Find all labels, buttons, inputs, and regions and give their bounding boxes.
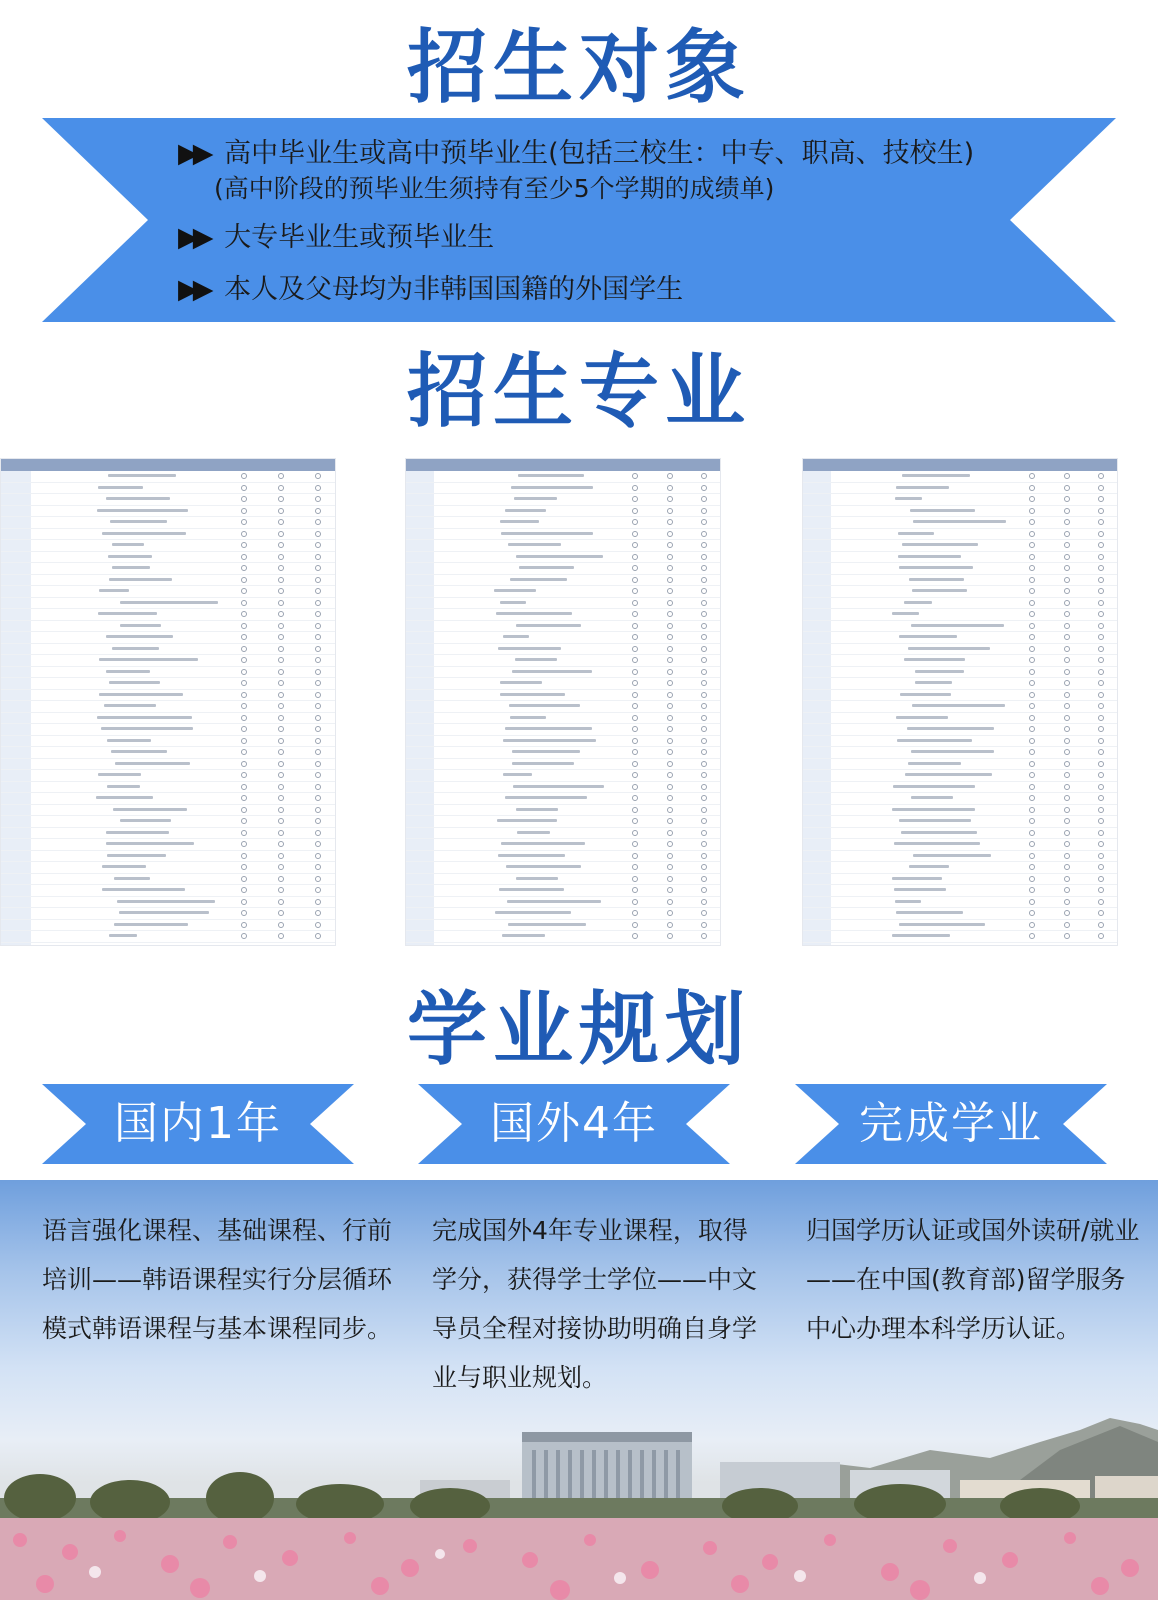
table-row — [1, 920, 335, 932]
table-row — [406, 598, 720, 610]
table-row — [406, 517, 720, 529]
table-row — [406, 552, 720, 564]
table-row — [1, 943, 335, 947]
table-row — [406, 494, 720, 506]
table-row — [803, 586, 1117, 598]
plan-stage-2-description: 完成国外4年专业课程，取得学分，获得学士学位——中文导员全程对接协助明确自身学业与职业规划。 — [432, 1216, 758, 1392]
table-row — [406, 747, 720, 759]
table-row — [803, 494, 1117, 506]
table-row — [406, 759, 720, 771]
table-row — [803, 724, 1117, 736]
double-chevron-right-icon: ▶▶ — [178, 274, 208, 305]
table-row — [406, 529, 720, 541]
table-row — [1, 759, 335, 771]
majors-section-title: 招生专业 — [407, 345, 751, 438]
table-row — [406, 701, 720, 713]
admission-item-1-note: (高中阶段的预毕业生须持有至少5个学期的成绩单) — [214, 174, 775, 203]
table-row — [803, 782, 1117, 794]
table-row — [406, 586, 720, 598]
table-row — [406, 736, 720, 748]
table-row — [803, 885, 1117, 897]
table-row — [1, 793, 335, 805]
table-row — [803, 506, 1117, 518]
table-row — [406, 943, 720, 947]
table-row — [1, 506, 335, 518]
table-row — [803, 644, 1117, 656]
table-row — [803, 943, 1117, 947]
table-row — [1, 839, 335, 851]
table-row — [406, 885, 720, 897]
table-row — [406, 816, 720, 828]
table-row — [1, 586, 335, 598]
table-row — [406, 506, 720, 518]
table-row — [1, 483, 335, 495]
table-row — [803, 874, 1117, 886]
admission-item-2: ▶▶ 大专毕业生或预毕业生 — [178, 222, 495, 253]
table-row — [1, 552, 335, 564]
admission-ribbon — [0, 116, 1158, 326]
table-row — [1, 713, 335, 725]
table-row — [1, 609, 335, 621]
admission-section-title: 招生对象 — [407, 21, 751, 114]
table-row — [406, 621, 720, 633]
table-row — [406, 920, 720, 932]
table-row — [406, 655, 720, 667]
plan-stage-1-label: 国内1年 — [114, 1098, 282, 1149]
table-row — [803, 805, 1117, 817]
table-row — [1, 862, 335, 874]
table-header — [406, 459, 720, 471]
table-row — [406, 575, 720, 587]
table-row — [406, 805, 720, 817]
table-row — [406, 713, 720, 725]
table-row — [406, 609, 720, 621]
double-chevron-right-icon: ▶▶ — [178, 222, 208, 253]
table-row — [803, 552, 1117, 564]
table-row — [406, 483, 720, 495]
table-row — [1, 885, 335, 897]
table-row — [406, 644, 720, 656]
table-row — [803, 540, 1117, 552]
table-row — [1, 908, 335, 920]
table-row — [406, 931, 720, 943]
table-row — [803, 920, 1117, 932]
table-row — [1, 678, 335, 690]
table-row — [1, 874, 335, 886]
table-row — [406, 851, 720, 863]
table-row — [803, 632, 1117, 644]
table-row — [803, 931, 1117, 943]
table-row — [1, 897, 335, 909]
table-row — [803, 793, 1117, 805]
table-row — [803, 609, 1117, 621]
plan-stage-3-label: 完成学业 — [859, 1098, 1043, 1149]
table-row — [803, 667, 1117, 679]
plan-stage-3-banner — [795, 1084, 1107, 1164]
table-row — [406, 770, 720, 782]
table-row — [1, 828, 335, 840]
table-row — [406, 874, 720, 886]
table-row — [803, 747, 1117, 759]
table-row — [406, 862, 720, 874]
table-row — [803, 483, 1117, 495]
majors-table-image-2 — [405, 458, 721, 946]
table-row — [1, 540, 335, 552]
plan-stage-2-banner — [418, 1084, 730, 1164]
table-row — [803, 621, 1117, 633]
table-row — [1, 816, 335, 828]
table-row — [1, 667, 335, 679]
table-row — [406, 897, 720, 909]
table-row — [803, 563, 1117, 575]
table-header — [1, 459, 335, 471]
table-row — [1, 471, 335, 483]
table-row — [1, 494, 335, 506]
table-row — [803, 851, 1117, 863]
table-row — [1, 632, 335, 644]
table-row — [803, 736, 1117, 748]
table-row — [406, 563, 720, 575]
table-row — [803, 828, 1117, 840]
plan-section-title: 学业规划 — [407, 983, 751, 1076]
table-row — [406, 908, 720, 920]
table-row — [1, 851, 335, 863]
table-row — [1, 517, 335, 529]
table-row — [803, 897, 1117, 909]
table-row — [1, 575, 335, 587]
table-row — [803, 517, 1117, 529]
plan-stage-1-banner — [42, 1084, 354, 1164]
plan-stage-2-label: 国外4年 — [490, 1098, 658, 1149]
table-row — [406, 724, 720, 736]
table-row — [1, 644, 335, 656]
table-row — [803, 862, 1117, 874]
double-chevron-right-icon: ▶▶ — [178, 138, 208, 169]
table-row — [803, 713, 1117, 725]
table-row — [1, 690, 335, 702]
table-row — [803, 598, 1117, 610]
table-row — [406, 828, 720, 840]
table-row — [1, 655, 335, 667]
table-row — [803, 701, 1117, 713]
table-header — [803, 459, 1117, 471]
plan-stage-3-description: 归国学历认证或国外读研/就业——在中国(教育部)留学服务中心办理本科学历认证。 — [806, 1216, 1140, 1343]
table-row — [406, 690, 720, 702]
table-row — [803, 908, 1117, 920]
majors-table-image-1 — [0, 458, 336, 946]
table-row — [1, 747, 335, 759]
table-row — [803, 759, 1117, 771]
table-row — [1, 805, 335, 817]
table-row — [406, 782, 720, 794]
table-row — [1, 598, 335, 610]
table-row — [406, 667, 720, 679]
table-row — [406, 793, 720, 805]
table-row — [803, 529, 1117, 541]
table-row — [1, 724, 335, 736]
table-row — [1, 621, 335, 633]
table-row — [803, 575, 1117, 587]
table-row — [1, 782, 335, 794]
table-row — [406, 678, 720, 690]
table-row — [1, 701, 335, 713]
table-row — [803, 471, 1117, 483]
admission-item-3: ▶▶ 本人及父母均为非韩国国籍的外国学生 — [178, 274, 684, 305]
table-row — [406, 632, 720, 644]
admission-item-1: ▶▶ 高中毕业生或高中预毕业生(包括三校生：中专、职高、技校生) — [178, 138, 975, 169]
table-row — [1, 931, 335, 943]
table-row — [803, 655, 1117, 667]
table-row — [803, 839, 1117, 851]
table-row — [1, 563, 335, 575]
plan-stage-1-description: 语言强化课程、基础课程、行前培训——韩语课程实行分层循环模式韩语课程与基本课程同步。 — [42, 1216, 393, 1343]
table-row — [406, 471, 720, 483]
table-row — [803, 690, 1117, 702]
table-row — [1, 529, 335, 541]
table-row — [803, 770, 1117, 782]
table-row — [406, 540, 720, 552]
majors-table-image-3 — [802, 458, 1118, 946]
table-row — [406, 839, 720, 851]
table-row — [1, 736, 335, 748]
table-row — [803, 816, 1117, 828]
table-row — [1, 770, 335, 782]
table-row — [803, 678, 1117, 690]
